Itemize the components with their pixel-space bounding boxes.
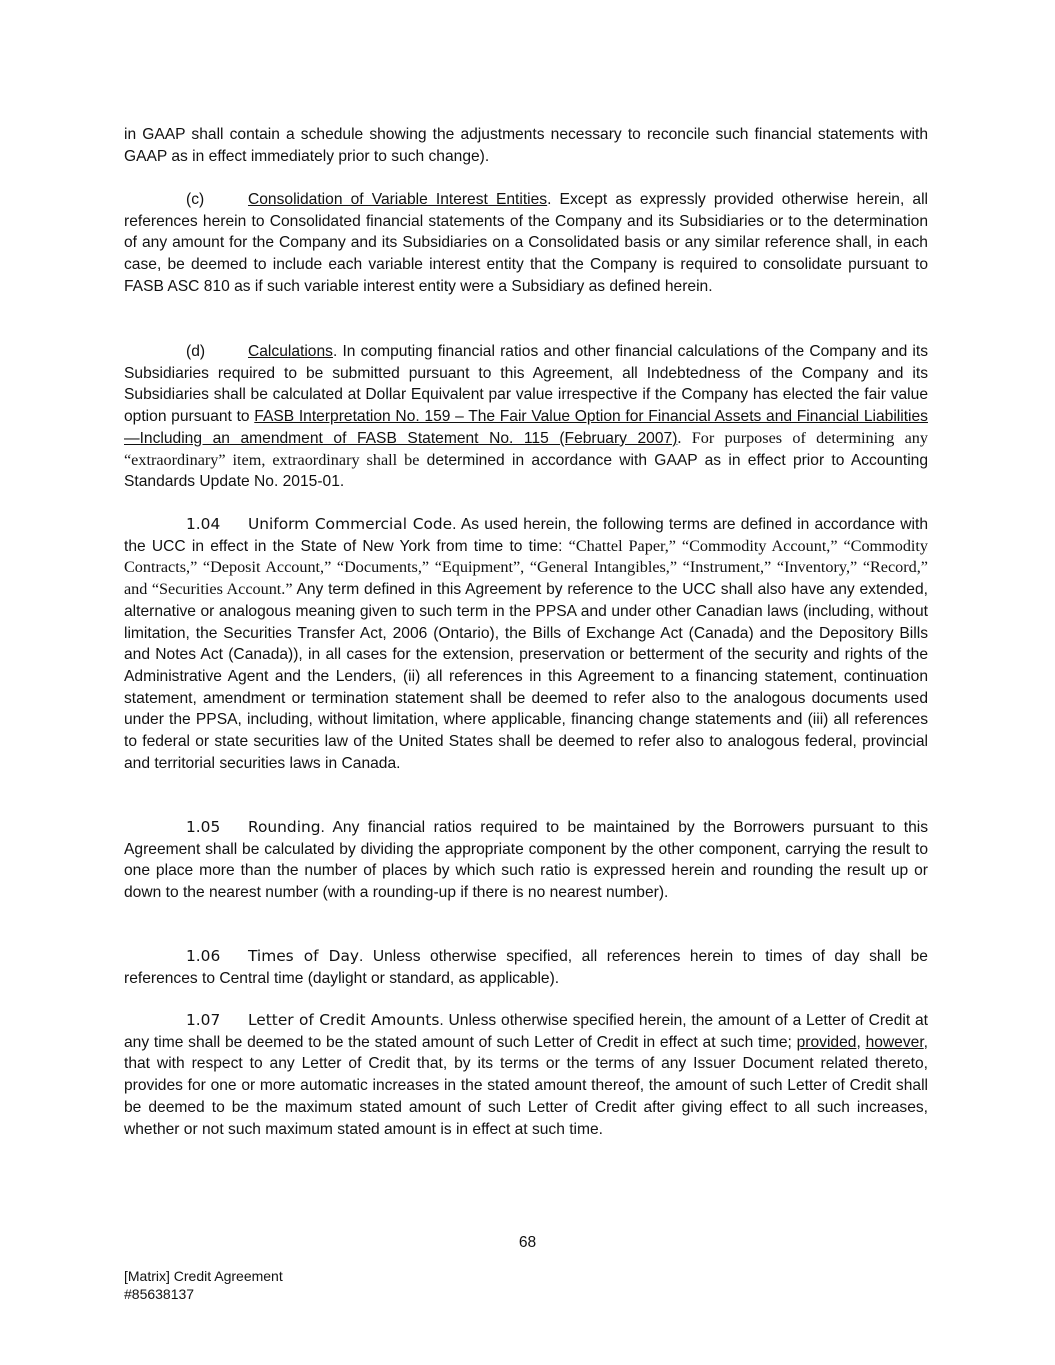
section-number: 1.07 bbox=[186, 1011, 221, 1029]
section-1-07 bbox=[124, 1010, 928, 1140]
paragraph-heading: Calculations bbox=[248, 343, 333, 360]
fasb-reference: FASB Interpretation No. 159 – The Fair Value Option for Financial Assets and Financial Liabilities—Including an amendment of FASB Statement No. 115 (February 2007) bbox=[124, 408, 928, 447]
separator: , bbox=[856, 1033, 866, 1051]
footer-document-id: #85638137 bbox=[124, 1286, 195, 1302]
section-number: 1.04 bbox=[186, 515, 221, 533]
section-text: . Unless otherwise specified, all references herein to times of day shall be references to Central time (daylight or standard, as applicable). bbox=[124, 948, 928, 987]
paragraph-c-consolidation bbox=[124, 189, 928, 298]
paragraph-text: in GAAP shall contain a schedule showing the adjustments necessary to reconcile such financial statements with GAAP as in effect immediately prior to such change). bbox=[124, 126, 928, 165]
paragraph-text-serif: . For purposes of determining any “extraordinary” item, extraordinary shall be bbox=[124, 428, 928, 469]
section-text: . Unless otherwise specified herein, the amount of a Letter of Credit at any time shall be deemed to be the stated amount of such Letter of Credit in effect at such time; bbox=[124, 1012, 928, 1051]
section-1-04 bbox=[124, 514, 928, 774]
ucc-terms: “Chattel Paper,” “Commodity Account,” “Commodity Contracts,” “Deposit Account,” “Documents,” “Equipment”, “General Intangibles,” “Instrument,” “Inventory,” “Record,” and “Securities Account.” bbox=[124, 536, 929, 599]
section-number: 1.05 bbox=[186, 818, 221, 836]
paragraph-text: determined in accordance with GAAP as in effect prior to Accounting Standards Update No. 2015-01. bbox=[124, 451, 928, 491]
paragraph-text: . Except as expressly provided otherwise herein, all references herein to Consolidated financial statements of the Company and its Subsidiaries or to the determination of any amount for the Company and its Subsidiaries on a Consolidated basis or any similar reference shall, in each case, be deemed to include each variable interest entity that the Company is required to consolidate pursuant to FASB ASC 810 as if such variable interest entity were a Subsidiary as defined herein. bbox=[124, 191, 928, 295]
paragraph-d-calculations bbox=[124, 341, 928, 493]
section-1-06 bbox=[124, 946, 928, 989]
paragraph-gaap-tail bbox=[124, 124, 928, 167]
provided-term: provided bbox=[796, 1033, 857, 1051]
section-text: Any term defined in this Agreement by reference to the UCC shall also have any extended, alternative or analogous meaning given to such term in the PPSA and under other Canadian laws (including, without limitation, the Securities Transfer Act, 2006 (Ontario), the Bills of Exchange Act (Canada) and the Depository Bills and Notes Act (Canada)), in all cases for the extension, preservation or betterment of the security and rights of the Administrative Agent and the Lenders, (ii) all references in this Agreement to a financing statement, continuation statement, amendment or termination statement shall be deemed to refer also to the analogous documents used under the PPSA, including, without limitation, where applicable, financing change statements and (iii) all references to federal or state securities law of the United States shall be deemed to refer also to analogous federal, provincial and territorial securities laws in Canada. bbox=[124, 581, 928, 772]
footer-document-name: [Matrix] Credit Agreement bbox=[124, 1268, 283, 1284]
section-number: 1.06 bbox=[186, 947, 221, 965]
section-text: . Any financial ratios required to be maintained by the Borrowers pursuant to this Agreement shall be calculated by dividing the appropriate component by the other component, carrying the result to one place more than the number of places by which such ratio is expressed herein and rounding the result up or down to the nearest number (with a rounding-up if there is no nearest number). bbox=[124, 819, 928, 902]
paragraph-text: . In computing financial ratios and other financial calculations of the Company and its Subsidiaries required to be submitted pursuant to this Agreement, all Indebtedness of the Company and its Subsidiaries shall be calculated at Dollar Equivalent par value irrespective if the Company has elected the fair value option pursuant to bbox=[124, 343, 928, 426]
paragraph-label: (d) bbox=[186, 343, 206, 360]
section-1-05 bbox=[124, 817, 928, 904]
page-number: 68 bbox=[518, 1234, 537, 1251]
paragraph-heading: Consolidation of Variable Interest Entities bbox=[248, 191, 548, 208]
section-text: . As used herein, the following terms are defined in accordance with the UCC in effect in the State of New York from time to time: bbox=[124, 516, 929, 555]
section-heading: Times of Day bbox=[248, 947, 360, 965]
however-term: however bbox=[865, 1033, 924, 1051]
section-heading: Letter of Credit Amounts bbox=[248, 1011, 440, 1029]
section-heading: Rounding bbox=[248, 818, 321, 836]
section-heading: Uniform Commercial Code bbox=[248, 515, 453, 533]
footer bbox=[124, 1267, 283, 1303]
paragraph-label: (c) bbox=[186, 191, 205, 208]
section-text: , that with respect to any Letter of Credit that, by its terms or the terms of any Issuer Document related thereto, provides for one or more automatic increases in the stated amount thereof, the amount of such Letter of Credit shall be deemed to be the maximum stated amount of such Letter of Credit after giving effect to all such increases, whether or not such maximum stated amount is in effect at such time. bbox=[124, 1033, 929, 1138]
